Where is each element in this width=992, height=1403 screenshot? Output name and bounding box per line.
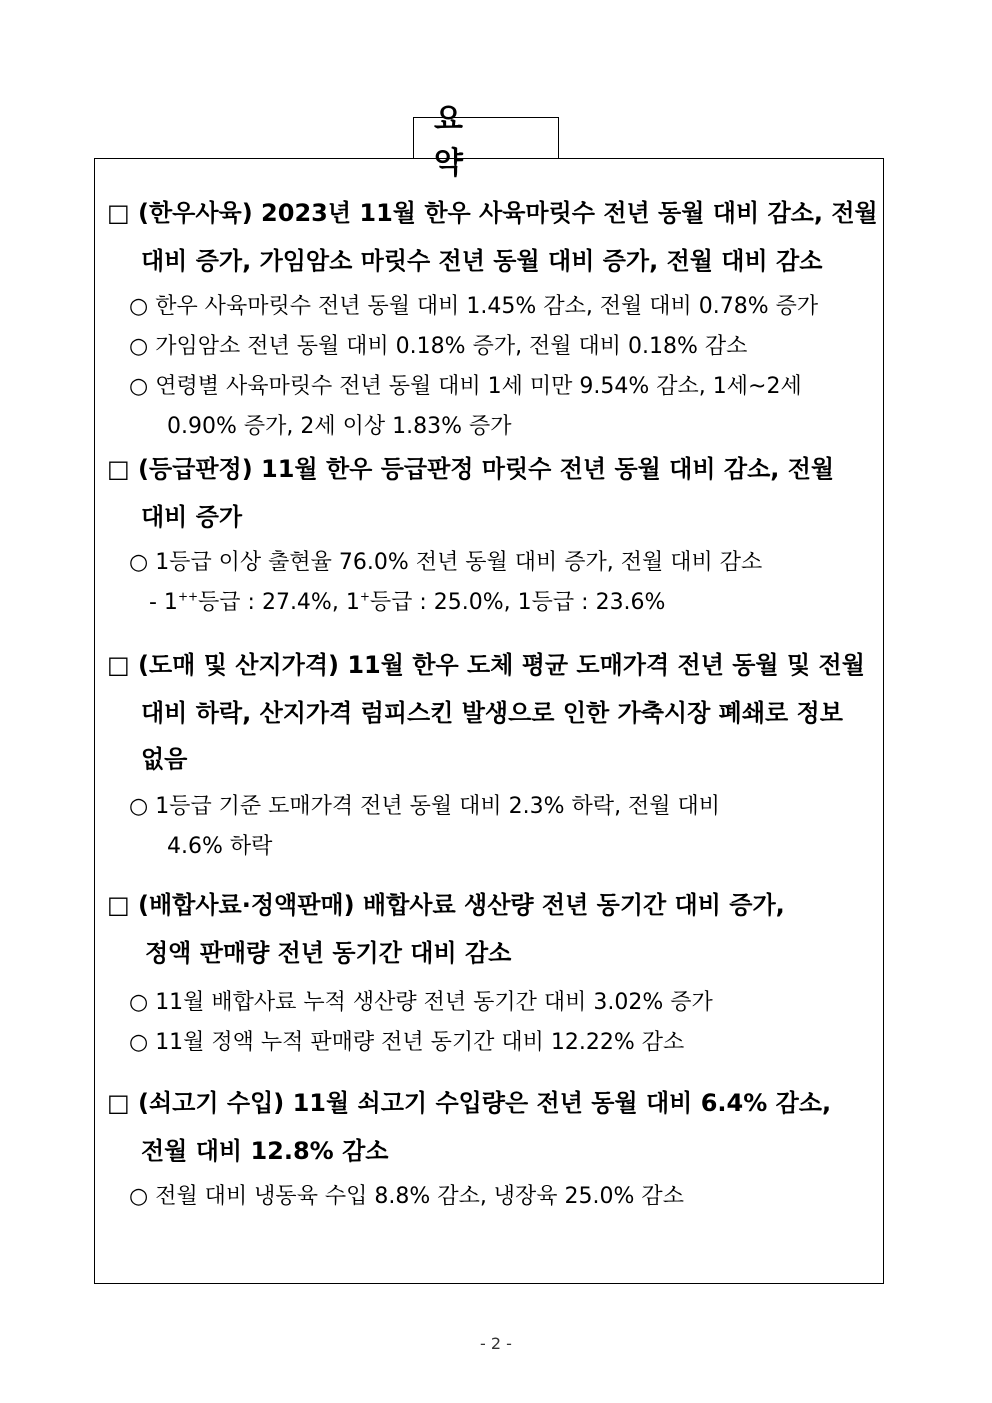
section-1-heading-line-1: □ (한우사육) 2023년 11월 한우 사육마릿수 전년 동월 대비 감소, 전월: [107, 199, 878, 227]
section-3-heading-line-1: □ (도매 및 산지가격) 11월 한우 도체 평균 도매가격 전년 동월 및 전월: [107, 651, 865, 679]
grade-detail-mid-1: 등급 : 27.4%, 1: [198, 590, 360, 615]
section-1-item-1: ○ 한우 사육마릿수 전년 동월 대비 1.45% 감소, 전월 대비 0.78% 증가: [129, 294, 819, 319]
section-2-heading-line-1: □ (등급판정) 11월 한우 등급판정 마릿수 전년 동월 대비 감소, 전월: [107, 455, 835, 483]
section-1-item-3-line-1: ○ 연령별 사육마릿수 전년 동월 대비 1세 미만 9.54% 감소, 1세~2세: [129, 374, 802, 399]
grade-detail-sup-1: ++: [177, 589, 199, 604]
section-4-heading-line-2: 정액 판매량 전년 동기간 대비 감소: [145, 939, 512, 967]
page-number: - 2 -: [480, 1334, 512, 1353]
section-3-heading-line-3: 없음: [141, 745, 188, 773]
section-3-item-1-line-2: 4.6% 하락: [167, 834, 273, 859]
grade-detail-sup-2: +: [359, 589, 370, 604]
section-4-item-2: ○ 11월 정액 누적 판매량 전년 동기간 대비 12.22% 감소: [129, 1030, 685, 1055]
section-2-grade-detail: [149, 585, 665, 616]
section-4-heading-line-1: □ (배합사료·정액판매) 배합사료 생산량 전년 동기간 대비 증가,: [107, 891, 785, 919]
section-4-item-1: ○ 11월 배합사료 누적 생산량 전년 동기간 대비 3.02% 증가: [129, 990, 713, 1015]
section-1-item-3-line-2: 0.90% 증가, 2세 이상 1.83% 증가: [167, 414, 512, 439]
summary-title: 요 약: [413, 117, 559, 159]
section-3-item-1-line-1: ○ 1등급 기준 도매가격 전년 동월 대비 2.3% 하락, 전월 대비: [129, 794, 721, 819]
grade-detail-mid-2: 등급 : 25.0%, 1등급 : 23.6%: [369, 590, 666, 615]
section-1-heading-line-2: 대비 증가, 가임암소 마릿수 전년 동월 대비 증가, 전월 대비 감소: [141, 247, 823, 275]
section-1-item-2: ○ 가임암소 전년 동월 대비 0.18% 증가, 전월 대비 0.18% 감소: [129, 334, 748, 359]
section-3-heading-line-2: 대비 하락, 산지가격 럼피스킨 발생으로 인한 가축시장 폐쇄로 정보: [141, 699, 843, 727]
section-2-item-1: ○ 1등급 이상 출현율 76.0% 전년 동월 대비 증가, 전월 대비 감소: [129, 550, 763, 575]
section-5-heading-line-1: □ (쇠고기 수입) 11월 쇠고기 수입량은 전년 동월 대비 6.4% 감소,: [107, 1089, 832, 1117]
section-5-heading-line-2: 전월 대비 12.8% 감소: [141, 1137, 389, 1165]
section-2-heading-line-2: 대비 증가: [141, 503, 243, 531]
section-5-item-1: ○ 전월 대비 냉동육 수입 8.8% 감소, 냉장육 25.0% 감소: [129, 1184, 684, 1209]
grade-detail-prefix: - 1: [149, 590, 178, 615]
summary-frame: [94, 158, 884, 1284]
